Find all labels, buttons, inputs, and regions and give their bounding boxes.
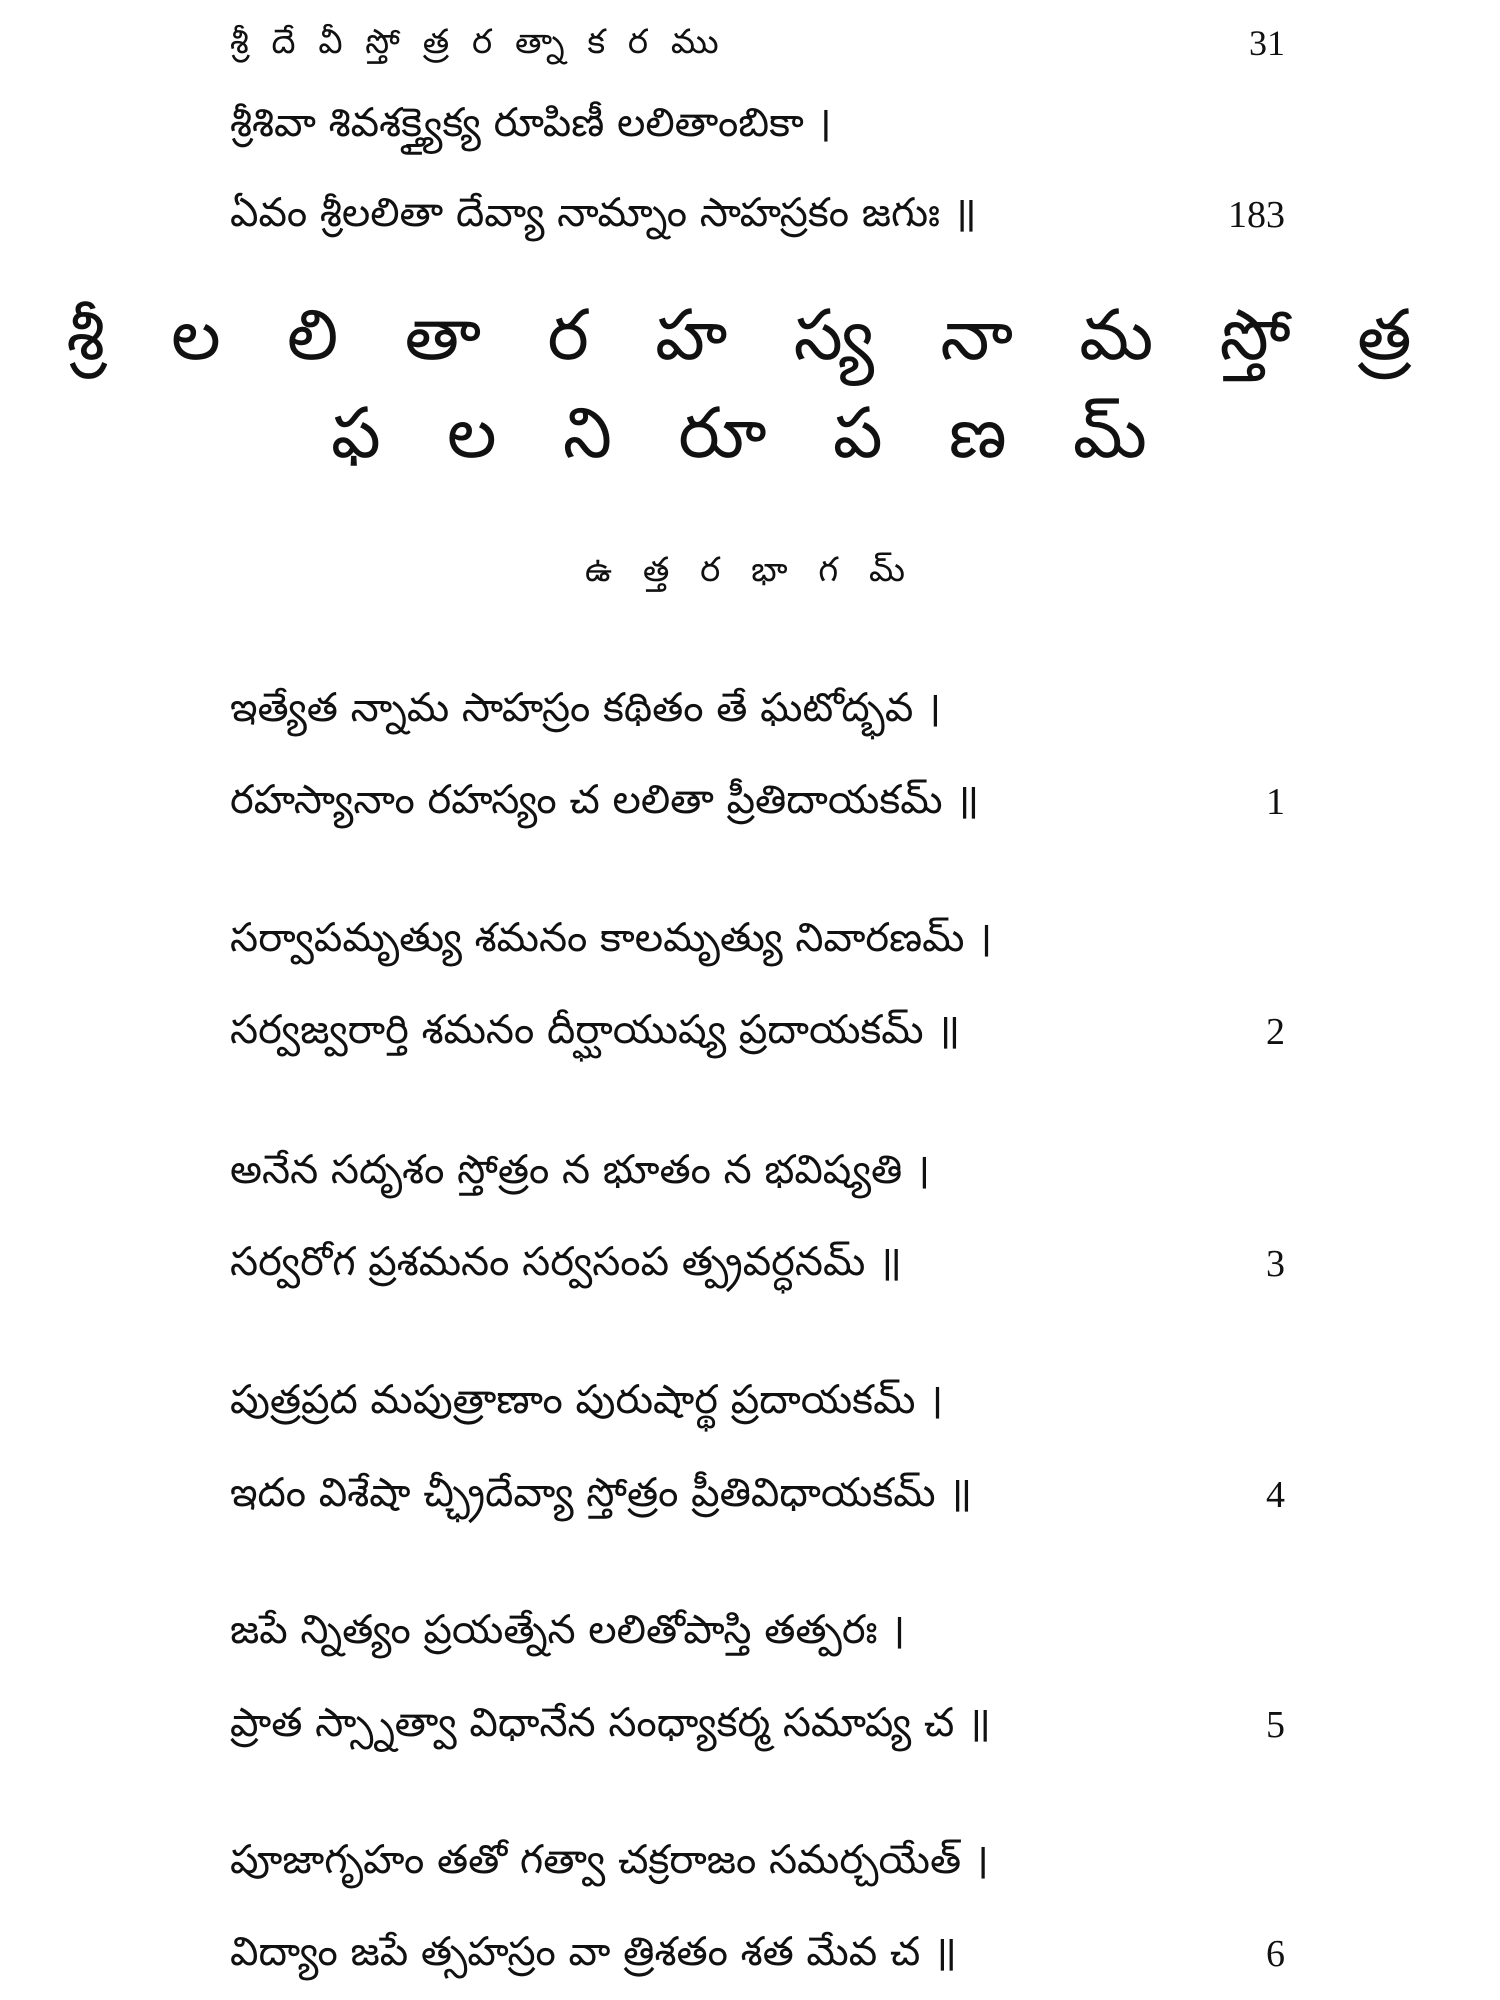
verse-3-line-2: సర్వరోగ ప్రశమనం సర్వసంప త్ప్రవర్ధనమ్ ॥	[230, 1239, 902, 1285]
verse-4-line-2: ఇదం విశేషా చ్ఛ్రీదేవ్యా స్తోత్రం ప్రీతివిధాయకమ్ ॥	[230, 1470, 973, 1516]
verse-6-number: 6	[1266, 1933, 1285, 1975]
verse-5-line-2: ప్రాత స్స్నాత్వా విధానేన సంధ్యాకర్మ సమాప్య చ ॥	[230, 1700, 991, 1746]
verse-3-line-1: అనేన సదృశం స్తోత్రం న భూతం న భవిష్యతి ।	[230, 1147, 931, 1193]
verse-6-line-1: పూజాగృహం తతో గత్వా చక్రరాజం సమర్చయేత్ ।	[230, 1837, 989, 1883]
verse-5-line-1: జపే న్నిత్యం ప్రయత్నేన లలితోపాస్తి తత్పరః ।	[230, 1607, 906, 1653]
verse-5-number: 5	[1266, 1704, 1285, 1746]
verse-4-line-1: పుత్రప్రద మపుత్రాణాం పురుషార్థ ప్రదాయకమ్ ।	[230, 1377, 944, 1423]
verse-2-line-2: సర్వజ్వరార్తి శమనం దీర్ఘాయుష్య ప్రదాయకమ్ ॥	[230, 1007, 961, 1053]
section-title-line-1: శ్రీ ల లి తా ర హ స్య నా మ స్తో త్ర	[66, 294, 1434, 376]
preceding-verse-line-1: శ్రీశివా శివశక్త్యైక్య రూపిణీ లలితాంబికా ।	[230, 100, 832, 146]
preceding-verse-line-2: ఏవం శ్రీలలితా దేవ్యా నామ్నాం సాహస్రకం జగుః ॥	[230, 190, 977, 236]
running-header-title: శ్రీ దే వీ స్తో త్ర ర త్నా క ర ము	[230, 22, 725, 62]
verse-1-number: 1	[1266, 781, 1285, 823]
preceding-verse-number: 183	[1228, 194, 1285, 236]
verse-1-line-2: రహస్యానాం రహస్యం చ లలితా ప్రీతిదాయకమ్ ॥	[230, 777, 980, 823]
verse-1-line-1: ఇత్యేత న్నామ సాహస్రం కథితం తే ఘటోద్భవ ।	[230, 685, 942, 731]
verse-2-line-1: సర్వాపమృత్యు శమనం కాలమృత్యు నివారణమ్ ।	[230, 915, 993, 961]
verse-2-number: 2	[1266, 1011, 1285, 1053]
section-subtitle: ఉ త్త ర భా గ మ్	[584, 550, 916, 590]
page-number: 31	[1249, 23, 1285, 63]
verse-4-number: 4	[1266, 1474, 1285, 1516]
section-title-line-2: ఫ ల ని రూ ప ణ మ్	[331, 392, 1169, 474]
verse-3-number: 3	[1266, 1243, 1285, 1285]
verse-6-line-2: విద్యాం జపే త్సహస్రం వా త్రిశతం శత మేవ చ ॥	[230, 1929, 957, 1975]
